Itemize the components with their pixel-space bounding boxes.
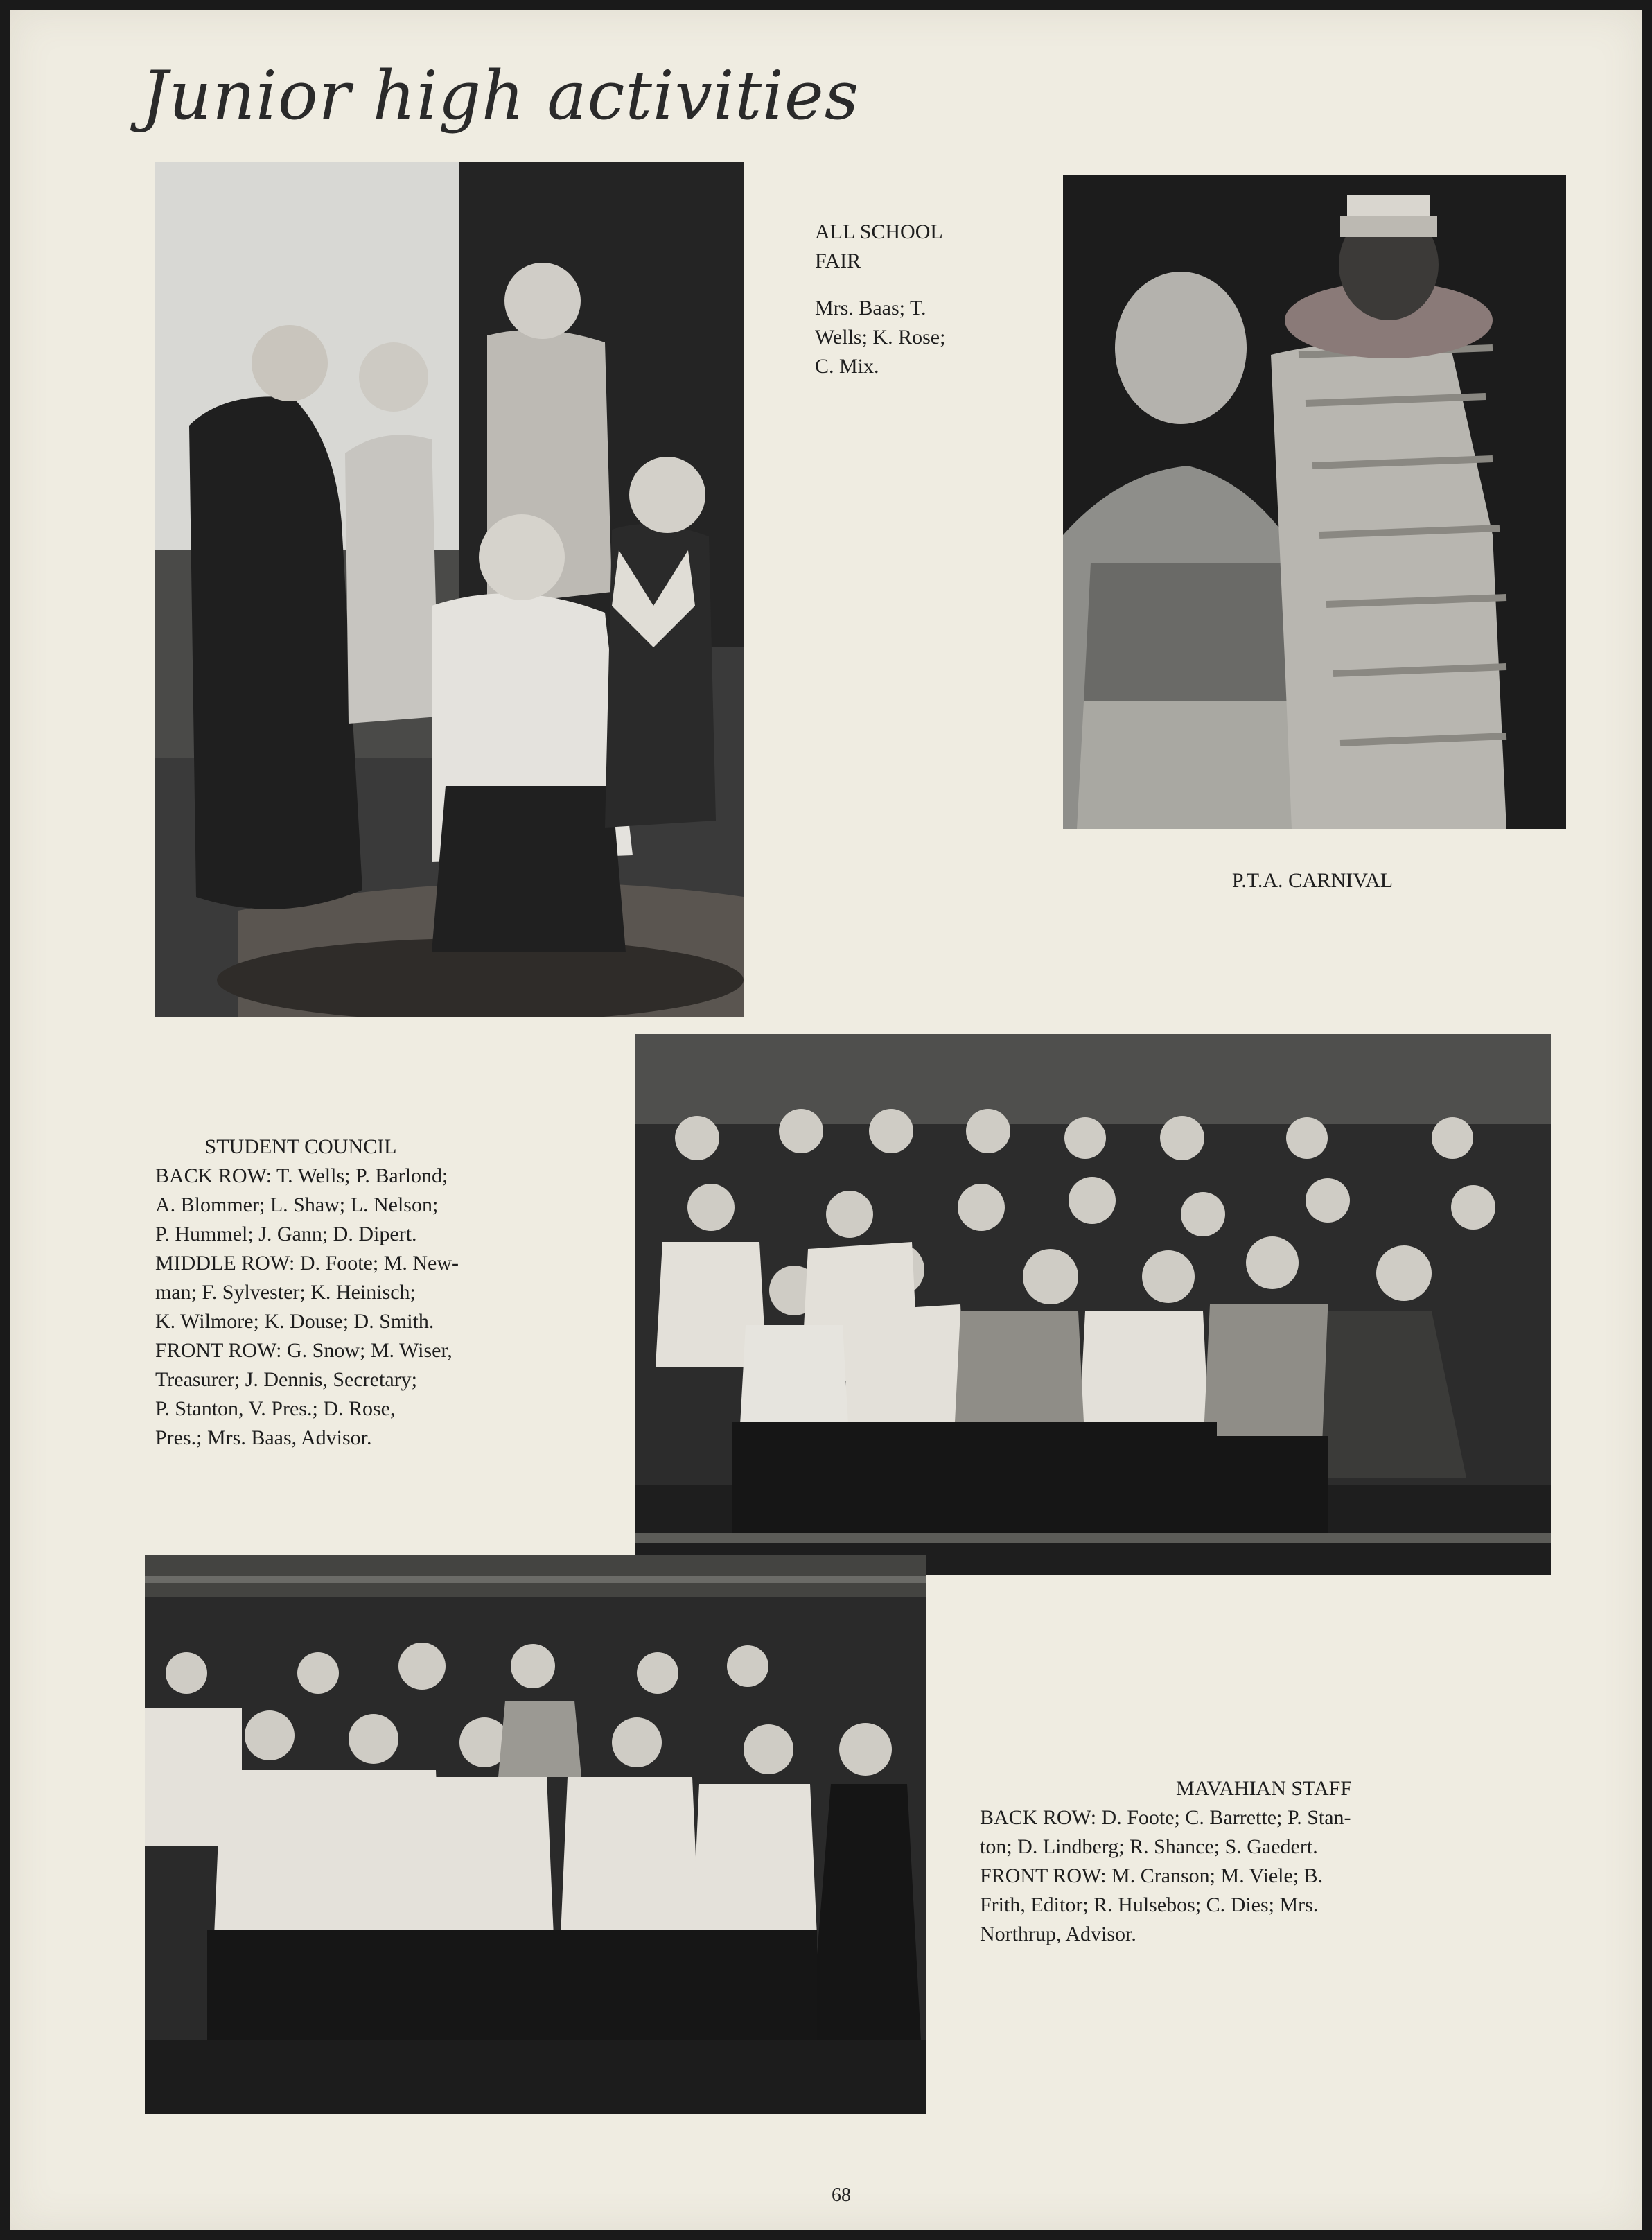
staff-heading: MAVAHIAN STAFF — [1175, 1777, 1353, 1800]
council-line: man; F. Sylvester; K. Heinisch; — [155, 1281, 416, 1304]
fair-names-line: Mrs. Baas; T. — [815, 297, 926, 320]
carnival-heading: P.T.A. CARNIVAL — [1231, 869, 1394, 892]
carnival-caption — [1132, 866, 1493, 895]
staff-line: ton; D. Lindberg; R. Shance; S. Gaedert. — [980, 1835, 1318, 1858]
pta-carnival-photo — [1063, 175, 1566, 829]
fair-names-line: Wells; K. Rose; — [815, 326, 946, 349]
staff-line: FRONT ROW: M. Cranson; M. Viele; B. — [980, 1864, 1324, 1887]
mavahian-staff-photo — [145, 1555, 926, 2114]
council-line: A. Blommer; L. Shaw; L. Nelson; — [155, 1193, 439, 1216]
council-line: Treasurer; J. Dennis, Secretary; — [155, 1368, 417, 1391]
fair-names-line: C. Mix. — [815, 355, 879, 378]
council-line: MIDDLE ROW: D. Foote; M. New- — [155, 1252, 459, 1275]
fair-heading-line1: ALL SCHOOL — [815, 220, 943, 243]
staff-caption — [980, 1774, 1562, 1949]
yearbook-page — [10, 10, 1642, 2230]
staff-line: Northrup, Advisor. — [980, 1923, 1136, 1945]
council-line: Pres.; Mrs. Baas, Advisor. — [155, 1426, 372, 1449]
fair-heading-line2: FAIR — [815, 250, 861, 272]
staff-line: Frith, Editor; R. Hulsebos; C. Dies; Mrs. — [980, 1893, 1319, 1916]
council-line: K. Wilmore; K. Douse; D. Smith. — [155, 1310, 434, 1333]
page-title: Junior high activities — [141, 57, 859, 134]
staff-line: BACK ROW: D. Foote; C. Barrette; P. Stan- — [980, 1806, 1351, 1829]
council-line: P. Hummel; J. Gann; D. Dipert. — [155, 1223, 417, 1245]
student-council-photo — [635, 1034, 1551, 1575]
council-caption — [155, 1132, 599, 1453]
page-number: 68 — [832, 2185, 851, 2206]
all-school-fair-photo — [155, 162, 744, 1017]
fair-caption — [815, 218, 995, 381]
council-line: FRONT ROW: G. Snow; M. Wiser, — [155, 1339, 452, 1362]
council-line: P. Stanton, V. Pres.; D. Rose, — [155, 1397, 396, 1420]
council-line: BACK ROW: T. Wells; P. Barlond; — [155, 1164, 448, 1187]
council-heading: STUDENT COUNCIL — [204, 1135, 397, 1158]
